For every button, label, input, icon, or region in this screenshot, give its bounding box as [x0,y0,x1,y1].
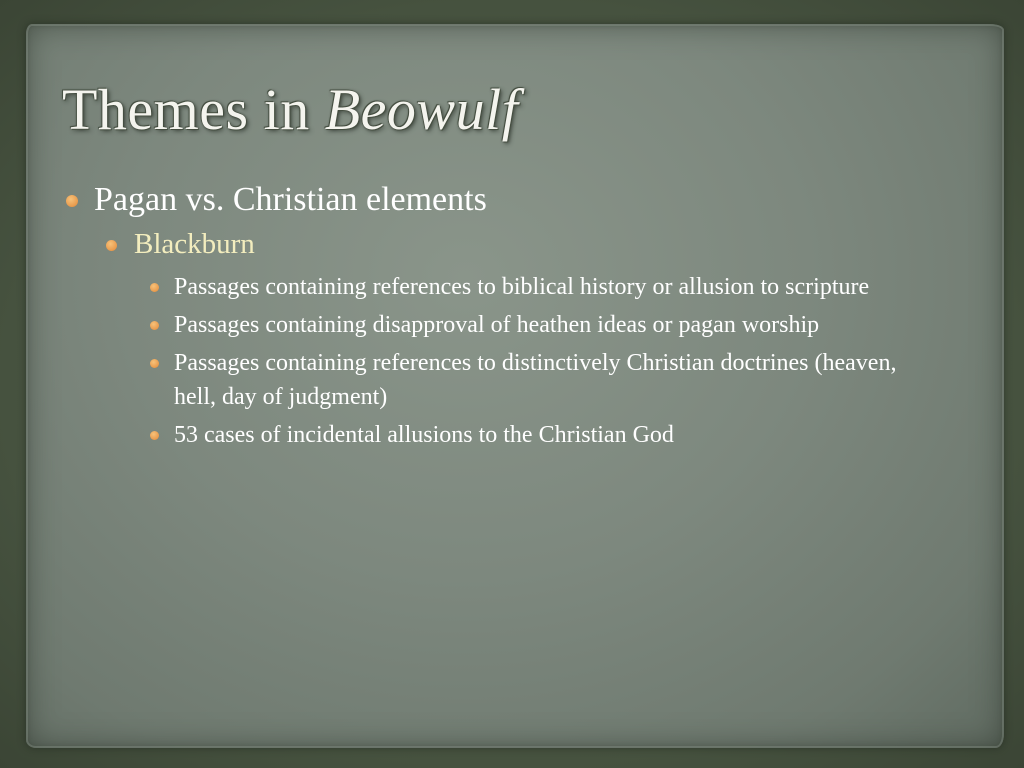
bullet-dot-icon [66,195,78,207]
bullet-dot-icon [150,359,159,368]
bullet-dot-icon [106,240,117,251]
bullet-text: Passages containing references to distinctively Christian doctrines (heaven, hell, day of judgment) [174,350,897,410]
bullet-item-level1 [62,178,962,222]
bullet-text: Blackburn [134,228,255,260]
bullet-dot-icon [150,283,159,292]
bullet-text: Pagan vs. Christian elements [94,181,487,218]
bullet-text: Passages containing disapproval of heathen ideas or pagan worship [174,312,820,338]
slide-title-emphasis: Beowulf [324,77,519,142]
bullet-list [62,178,962,456]
bullet-item-level3 [62,346,944,414]
bullet-dot-icon [150,321,159,330]
bullet-text: 53 cases of incidental allusions to the Christian God [174,422,674,448]
bullet-text: Passages containing references to biblical history or allusion to scripture [174,274,870,300]
slide-title-prefix: Themes in [62,77,325,142]
bullet-item-level3 [62,270,944,304]
bullet-item-level3 [62,418,944,452]
bullet-item-level3 [62,308,944,342]
bullet-dot-icon [150,431,159,440]
bullet-item-level2 [62,224,962,264]
slide-title [62,76,518,143]
